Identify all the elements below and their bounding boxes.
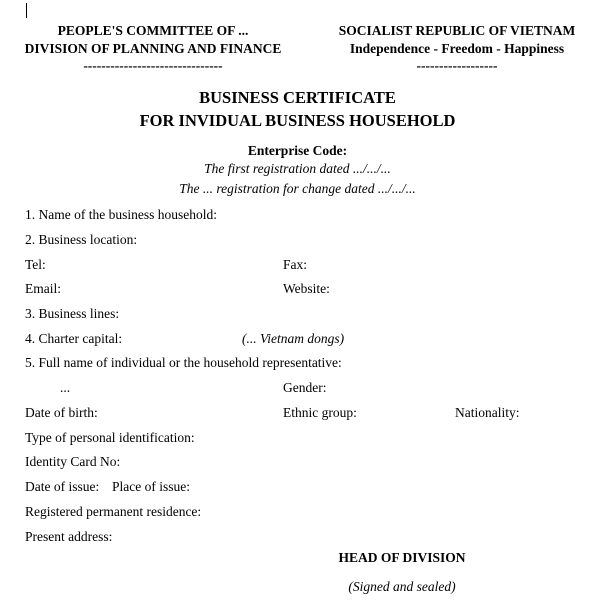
form-row-birth-ethnic-nationality <box>0 404 605 424</box>
form-row-tel-fax <box>0 256 605 276</box>
enterprise-code-label: Enterprise Code: <box>247 143 348 158</box>
form-row-residence <box>0 503 605 523</box>
form-row-email-website <box>0 280 605 300</box>
signature-note: (Signed and sealed) <box>348 579 456 594</box>
committee-name: PEOPLE'S COMMITTEE OF ... <box>57 23 249 38</box>
date-of-birth-label: Date of birth: <box>25 405 98 420</box>
form-row-charter-capital <box>0 330 605 350</box>
republic-name: SOCIALIST REPUBLIC OF VIETNAM <box>338 23 576 38</box>
form-row-business-lines <box>0 305 605 325</box>
document-title-line1: BUSINESS CERTIFICATE <box>199 88 396 107</box>
document-title-line2: FOR INVIDUAL BUSINESS HOUSEHOLD <box>139 111 456 130</box>
tel-label: Tel: <box>25 257 46 272</box>
form-row-name <box>0 206 605 226</box>
form-row-id-type <box>0 429 605 449</box>
fax-label: Fax: <box>283 257 308 272</box>
id-type-label: Type of personal identification: <box>25 430 195 445</box>
place-of-issue-label: Place of issue: <box>112 479 190 494</box>
division-name: DIVISION OF PLANNING AND FINANCE <box>24 41 282 56</box>
change-registration-line: The ... registration for change dated .../.../... <box>179 181 416 196</box>
form-row-present-address <box>0 528 605 548</box>
charter-capital-label: 4. Charter capital: <box>25 331 123 346</box>
header-left-divider: ------------------------------- <box>83 58 223 73</box>
header-right-divider: ------------------ <box>416 58 498 73</box>
first-registration-line: The first registration dated .../.../... <box>204 161 391 176</box>
form-row-id-card <box>0 453 605 473</box>
email-label: Email: <box>25 281 61 296</box>
text-caret <box>26 3 27 18</box>
nationality-label: Nationality: <box>455 405 520 420</box>
business-lines-label: 3. Business lines: <box>25 306 120 321</box>
header-right-block <box>312 22 602 74</box>
present-address-label: Present address: <box>25 529 113 544</box>
form-row-issue <box>0 478 605 498</box>
form-row-representative <box>0 354 605 374</box>
form-row-gender <box>0 379 605 399</box>
national-motto: Independence - Freedom - Happiness <box>349 41 565 56</box>
residence-label: Registered permanent residence: <box>25 504 202 519</box>
gender-label: Gender: <box>283 380 327 395</box>
representative-label: 5. Full name of individual or the household representative: <box>25 355 342 370</box>
name-label: 1. Name of the business household: <box>25 207 217 222</box>
website-label: Website: <box>283 281 330 296</box>
signature-title: HEAD OF DIVISION <box>338 550 466 565</box>
id-card-label: Identity Card No: <box>25 454 121 469</box>
date-of-issue-label: Date of issue: <box>25 479 100 494</box>
ethnic-group-label: Ethnic group: <box>283 405 357 420</box>
header-left-block <box>8 22 298 74</box>
location-label: 2. Business location: <box>25 232 138 247</box>
charter-capital-note: (... Vietnam dongs) <box>242 331 345 346</box>
form-row-location <box>0 231 605 251</box>
representative-ellipsis: ... <box>60 380 71 395</box>
